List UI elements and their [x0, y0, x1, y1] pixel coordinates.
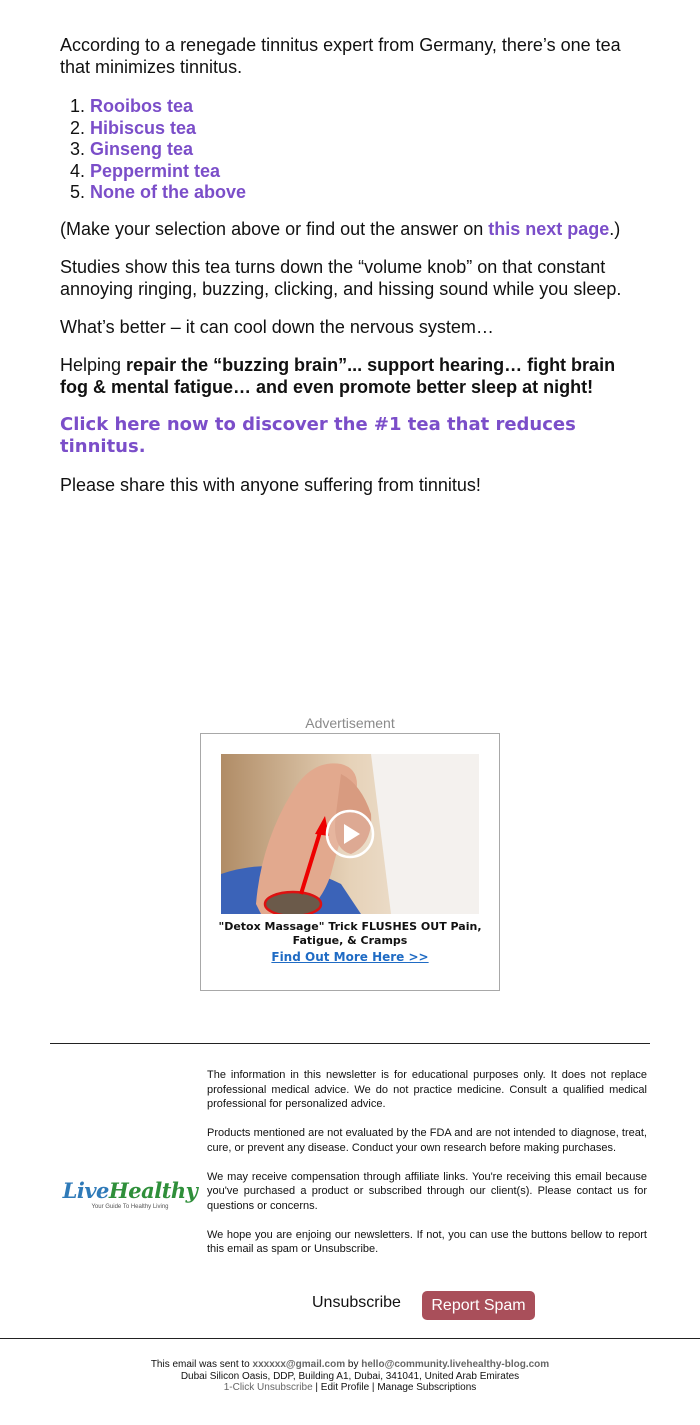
- selection-prefix: (Make your selection above or find out the answer on: [60, 218, 489, 239]
- email-body: [60, 34, 640, 496]
- cta-link[interactable]: Click here now to discover the #1 tea that reduces tinnitus.: [60, 413, 576, 457]
- option-rooibos-link[interactable]: Rooibos tea: [90, 96, 194, 116]
- footer-divider-bottom: [0, 1338, 700, 1339]
- disclaimer-block: [207, 1068, 647, 1271]
- report-spam-button[interactable]: Report Spam: [422, 1291, 535, 1320]
- logo-tagline: Your Guide To Healthy Living: [91, 1204, 169, 1210]
- helping-bold: repair the “buzzing brain”... support hearing… fight brain fog & mental fatigue… and even promote better sleep at night!: [60, 354, 616, 397]
- separator: |: [369, 1382, 378, 1393]
- footer-address: Dubai Silicon Oasis, DDP, Building A1, Dubai, 341041, United Arab Emirates: [180, 1370, 520, 1382]
- sender-email: hello@community.livehealthy-blog.com: [361, 1359, 550, 1370]
- helping-prefix: Helping: [60, 354, 127, 375]
- option-hibiscus-link[interactable]: Hibiscus tea: [90, 117, 197, 138]
- option-ginseng-link[interactable]: Ginseng tea: [90, 139, 194, 160]
- manage-subscriptions-link[interactable]: Manage Subscriptions: [377, 1382, 477, 1393]
- disclaimer-fda: Products mentioned are not evaluated by the FDA and are not intended to diagnose, treat, cure, or prevent any disease. Conduct your own research before making purchases.: [207, 1127, 647, 1154]
- disclaimer-educational: The information in this newsletter is for educational purposes only. It does not replace professional medical advice. We do not practice medicine. Consult a qualified medical professional for personalized advice.: [207, 1069, 647, 1110]
- livehealthy-logo: [60, 1178, 200, 1210]
- footer-divider-top: [50, 1043, 650, 1044]
- ad-video-thumbnail[interactable]: [221, 754, 479, 914]
- foot-massage-image: [221, 754, 479, 914]
- logo-live: Live: [62, 1178, 109, 1203]
- helping-text: [60, 354, 640, 398]
- recipient-email: xxxxxx@gmail.com: [252, 1359, 346, 1370]
- edit-profile-link[interactable]: Edit Profile: [320, 1382, 370, 1393]
- list-item: [90, 161, 640, 183]
- ad-caption: "Detox Massage" Trick FLUSHES OUT Pain, Fatigue, & Cramps: [218, 920, 482, 947]
- tea-options-list: [60, 96, 640, 204]
- sent-to-prefix: This email was sent to: [150, 1359, 253, 1370]
- disclaimer-affiliate: We may receive compensation through affiliate links. You're receiving this email because you've purchased a product or subscribed through our client(s). Please contact us for questions or concerns.: [207, 1170, 647, 1212]
- footer-links: [150, 1382, 550, 1394]
- studies-text: Studies show this tea turns down the “volume knob” on that constant annoying ringing, buzzing, clicking, and hissing sound while you sleep.: [60, 256, 622, 299]
- option-none-link[interactable]: None of the above: [90, 182, 247, 203]
- unsubscribe-button[interactable]: Unsubscribe: [312, 1294, 401, 1311]
- list-item: [90, 139, 640, 161]
- ad-find-out-more-link[interactable]: Find Out More Here >>: [271, 950, 429, 964]
- share-text: Please share this with anyone suffering from tinnitus!: [60, 474, 481, 495]
- disclaimer-unsubscribe-info: We hope you are enjoing our newsletters. If not, you can use the buttons bellow to report this email as spam or Unsubscribe.: [207, 1228, 647, 1255]
- list-item: [90, 96, 640, 118]
- advertisement-box[interactable]: [200, 733, 500, 991]
- option-peppermint-link[interactable]: Peppermint tea: [90, 160, 221, 181]
- sent-to-line: [150, 1359, 550, 1371]
- next-page-link[interactable]: this next page: [488, 218, 610, 239]
- intro-text: According to a renegade tinnitus expert from Germany, there’s one tea that minimizes tinnitus.: [60, 35, 621, 77]
- separator: |: [312, 1382, 321, 1393]
- list-item: [90, 182, 640, 204]
- selection-suffix: .): [609, 218, 621, 239]
- email-footer: [150, 1359, 550, 1394]
- logo-healthy: Healthy: [108, 1178, 198, 1203]
- list-item: [90, 118, 640, 140]
- by-text: by: [345, 1359, 362, 1370]
- one-click-unsubscribe-link[interactable]: 1-Click Unsubscribe: [223, 1382, 313, 1393]
- selection-text: [60, 218, 640, 240]
- better-text: What’s better – it can cool down the nervous system…: [60, 316, 494, 337]
- advertisement-label: Advertisement: [305, 715, 395, 731]
